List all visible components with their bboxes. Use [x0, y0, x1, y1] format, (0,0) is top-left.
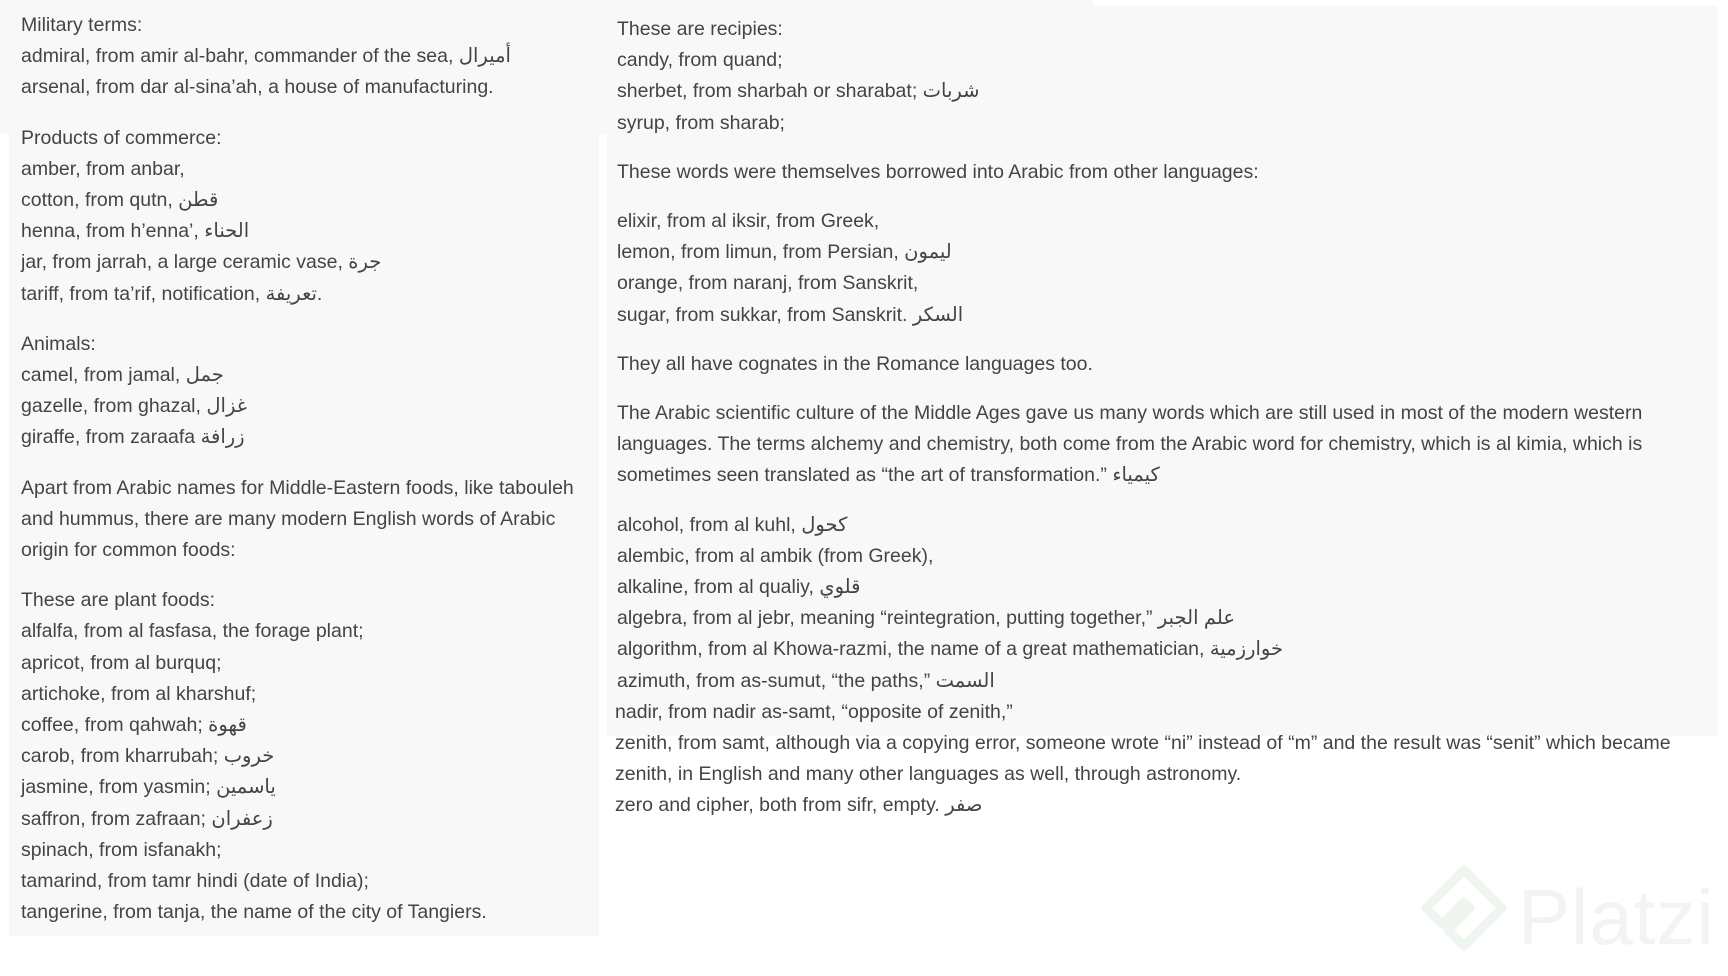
list-item: apricot, from al burquq;	[21, 651, 222, 674]
list-item: henna, from h’enna’, الحناء	[21, 220, 250, 243]
list-item: jasmine, from yasmin; ياسمين	[21, 776, 276, 799]
commerce-section	[21, 123, 599, 310]
spacer	[21, 310, 599, 329]
list-item: zenith, in English and many other languages as well, through astronomy.	[615, 763, 1242, 786]
list-item: jar, from jarrah, a large ceramic vase, جرة	[21, 251, 382, 274]
list-item: carob, from kharrubah; خروب	[21, 745, 275, 768]
list-item: algorithm, from al Khowa-razmi, the name of a great mathematician, خوارزمية	[617, 638, 1284, 661]
list-item: tamarind, from tamr hindi (date of India);	[21, 870, 369, 893]
list-item: gazelle, from ghazal, غزال	[21, 395, 247, 418]
list-item: saffron, from zafraan; زعفران	[21, 807, 273, 830]
list-item: candy, from quand;	[617, 49, 783, 72]
list-item: artichoke, from al kharshuf;	[21, 682, 257, 705]
left-column	[9, 6, 599, 936]
list-item: lemon, from limun, from Persian, ليمون	[617, 241, 952, 264]
platzi-watermark	[1418, 862, 1718, 972]
section-heading: These are recipies:	[617, 18, 783, 40]
spacer	[617, 331, 1707, 349]
list-item: alcohol, from al kuhl, كحول	[617, 513, 848, 536]
list-item: azimuth, from as-sumut, “the paths,” السمت	[617, 669, 995, 692]
spacer	[21, 566, 599, 585]
section-heading: Products of commerce:	[21, 126, 222, 149]
list-item: alembic, from al ambik (from Greek),	[617, 544, 934, 567]
section-heading: Military terms:	[21, 14, 143, 36]
list-item: cotton, from qutn, قطن	[21, 189, 219, 212]
cognates-paragraph: They all have cognates in the Romance languages too.	[617, 352, 1093, 375]
list-item: alfalfa, from al fasfasa, the forage plant;	[21, 620, 364, 643]
spacer	[617, 188, 1707, 206]
section-heading: Animals:	[21, 332, 96, 355]
list-item: zero and cipher, both from sifr, empty. صفر	[615, 794, 983, 817]
list-item: giraffe, from zaraafa زرافة	[21, 426, 245, 449]
list-item: alkaline, from al qualiy, قلوي	[617, 576, 861, 599]
list-item: amber, from anbar,	[21, 157, 185, 180]
list-item: arsenal, from dar al-sina’ah, a house of manufacturing.	[21, 76, 494, 99]
list-item: zenith, from samt, although via a copying error, someone wrote “ni” instead of “m” and the result was “senit” which became	[615, 732, 1671, 755]
animals-section	[21, 329, 599, 454]
list-item: coffee, from qahwah; قهوة	[21, 714, 247, 737]
science-paragraph: The Arabic scientific culture of the Middle Ages gave us many words which are still used in most of the modern western languages. The terms alchemy and chemistry, both come from the Arabic word for chemistry, which is al kimia, which is sometimes seen translated as “the art of transformation.” كيمياء	[617, 402, 1643, 487]
spacer	[21, 104, 599, 123]
section-heading: These are plant foods:	[21, 589, 216, 612]
spacer	[617, 492, 1707, 510]
platzi-logo-icon	[1418, 862, 1510, 962]
right-column	[617, 14, 1707, 822]
borrowed-section	[617, 206, 1707, 331]
foods-intro-paragraph: Apart from Arabic names for Middle-Eastern foods, like tabouleh and hummus, there are many modern English words of Arabic origin for common foods:	[21, 476, 574, 562]
borrowed-intro-paragraph: These words were themselves borrowed into Arabic from other languages:	[617, 160, 1259, 183]
military-section	[21, 10, 599, 104]
list-item: tangerine, from tanja, the name of the city of Tangiers.	[21, 901, 487, 924]
list-item: algebra, from al jebr, meaning “reintegration, putting together,” علم الجبر	[617, 607, 1235, 630]
list-item: sugar, from sukkar, from Sanskrit. السكر	[617, 303, 964, 326]
plants-section	[21, 585, 599, 928]
science-section	[617, 510, 1707, 697]
watermark-text: Platzi	[1518, 873, 1715, 961]
list-item: orange, from naranj, from Sanskrit,	[617, 272, 919, 295]
spacer	[617, 139, 1707, 157]
list-item: syrup, from sharab;	[617, 111, 785, 134]
list-item: sherbet, from sharbah or sharabat; شربات	[617, 80, 980, 103]
list-item: elixir, from al iksir, from Greek,	[617, 210, 880, 233]
list-item: admiral, from amir al-bahr, commander of the sea, أميرال	[21, 45, 511, 68]
spacer	[617, 380, 1707, 398]
list-item: tariff, from ta’rif, notification, تعريفة.	[21, 282, 323, 305]
recipes-section	[617, 14, 1707, 139]
list-item: spinach, from isfanakh;	[21, 838, 222, 861]
list-item: camel, from jamal, جمل	[21, 364, 224, 387]
list-item: nadir, from nadir as-samt, “opposite of zenith,”	[615, 700, 1013, 723]
spacer	[21, 454, 599, 473]
astronomy-section	[615, 697, 1707, 822]
